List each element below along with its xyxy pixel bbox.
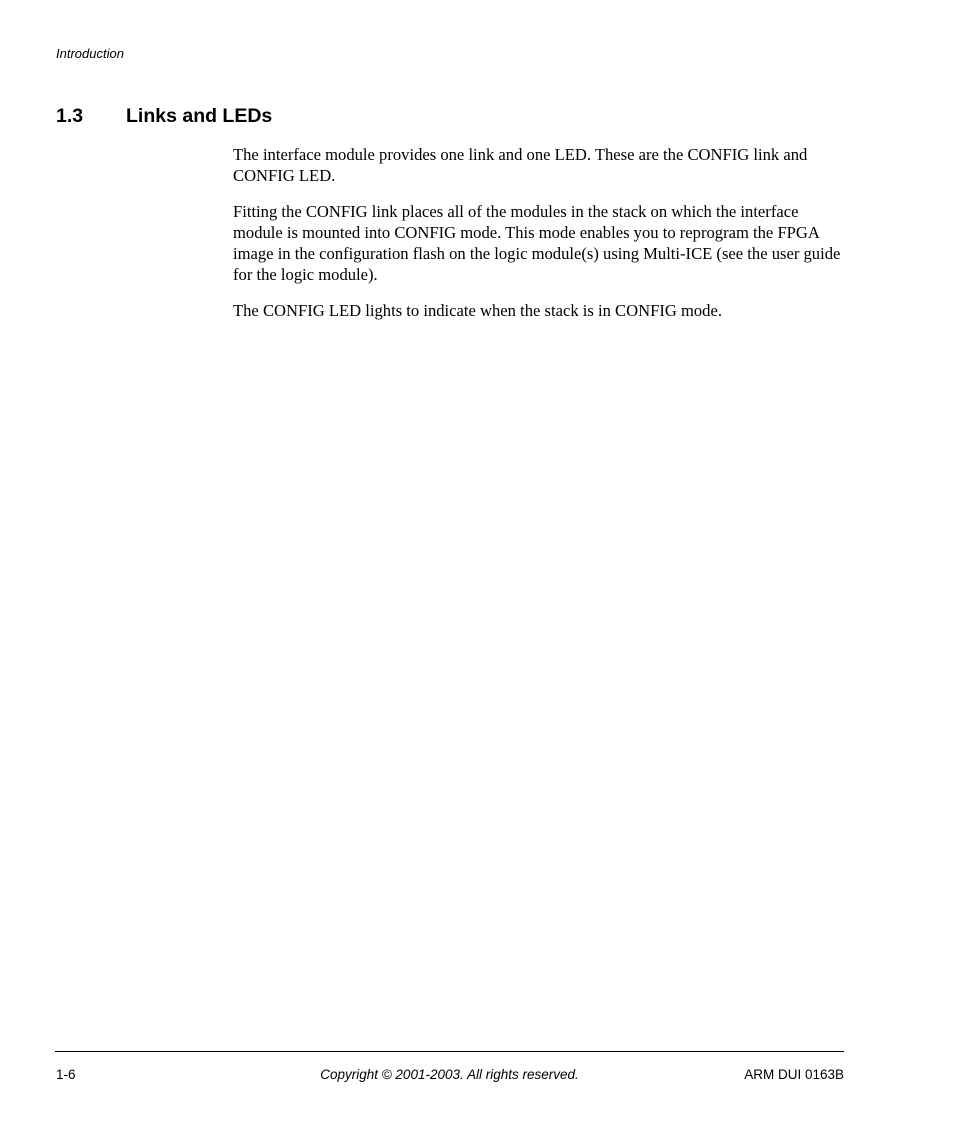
section-body (233, 144, 845, 335)
section-number: 1.3 (56, 105, 84, 127)
copyright-notice: Copyright © 2001-2003. All rights reserved. (320, 1067, 579, 1082)
document-id: ARM DUI 0163B (744, 1067, 844, 1082)
page-number: 1-6 (56, 1067, 76, 1082)
running-header: Introduction (56, 46, 124, 61)
section-title: Links and LEDs (126, 105, 273, 127)
footer-divider (55, 1051, 844, 1052)
section-heading (56, 104, 272, 128)
page-footer (55, 1066, 844, 1084)
paragraph: The CONFIG LED lights to indicate when the stack is in CONFIG mode. (233, 300, 722, 320)
paragraph: Fitting the CONFIG link places all of the modules in the stack on which the interface module is mounted into CONFIG mode. This mode enables you to reprogram the FPGA image in the configuration flash on the logic module(s) using Multi-ICE (see the user guide for the logic module). (233, 201, 841, 285)
paragraph: The interface module provides one link and one LED. These are the CONFIG link and CONFIG LED. (233, 145, 808, 186)
